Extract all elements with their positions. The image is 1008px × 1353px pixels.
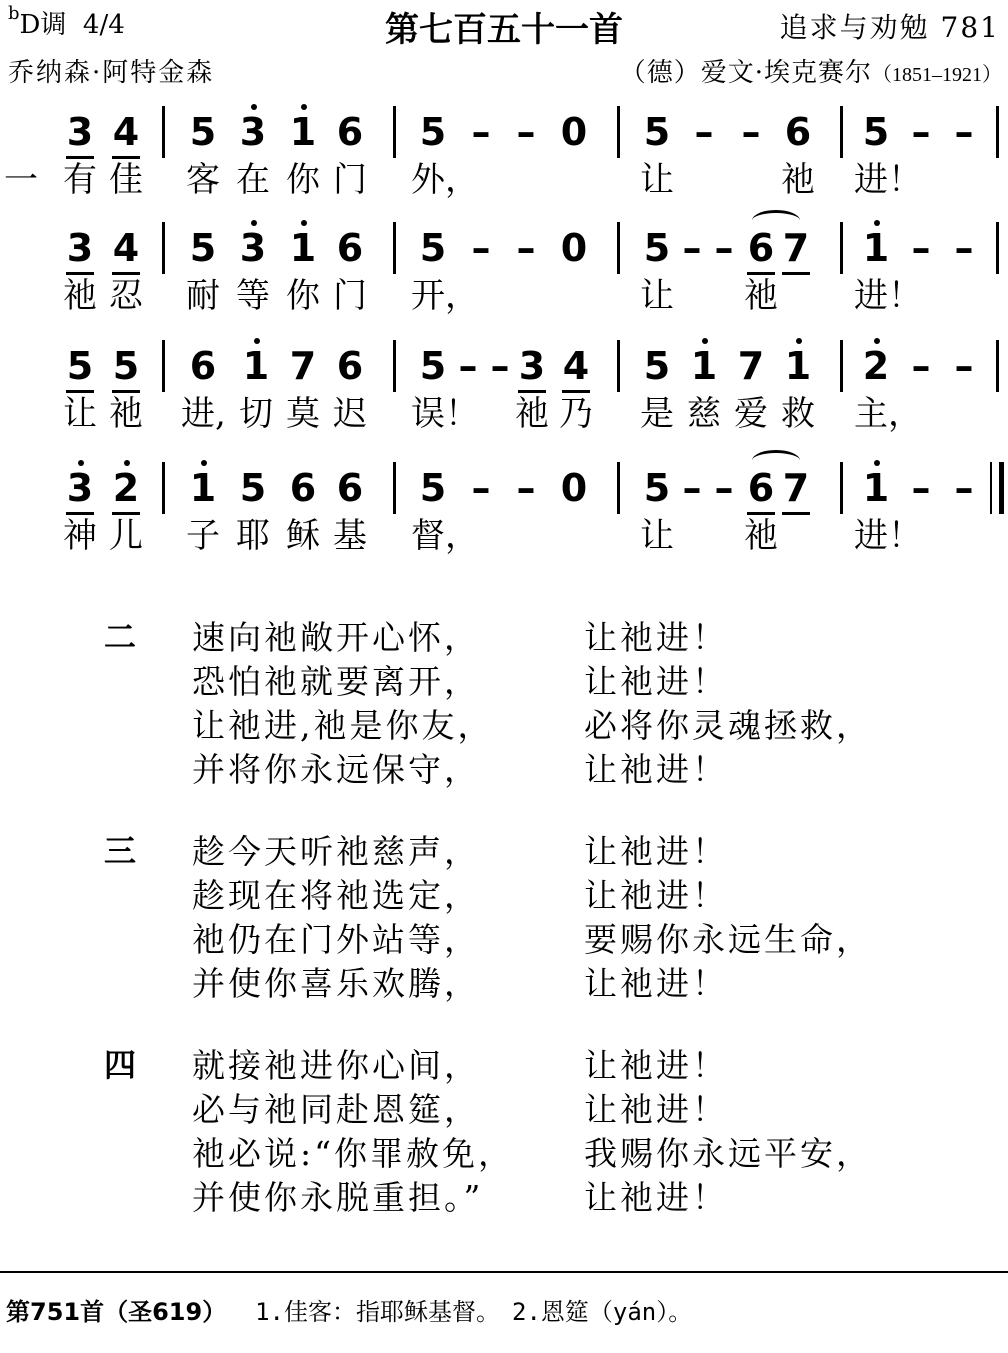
lyric-syllable: 切 (239, 394, 273, 434)
barline (162, 462, 165, 514)
note: 4 (110, 228, 142, 268)
note: 5 (643, 110, 671, 154)
barline (617, 340, 620, 392)
note: 5 (643, 466, 671, 510)
lyric-row-1 (0, 158, 1008, 202)
note: 5 (419, 344, 447, 388)
verse-line-refrain: 让祂进！ (584, 750, 728, 789)
lyric-syllable: 在 (236, 160, 270, 200)
verse-line: 并使你永脱重担。” (192, 1178, 484, 1217)
time-signature: 4/4 (82, 10, 125, 40)
barline (617, 462, 620, 514)
note: 1 (860, 228, 892, 268)
lyric-syllable: 你 (286, 276, 320, 316)
stanza-number: 一 (4, 160, 38, 200)
note: – (490, 344, 510, 388)
lyric-syllable: 进, (181, 394, 226, 434)
note: 1 (860, 468, 892, 508)
note: – (954, 226, 974, 270)
hymn-category: 追求与劝勉 781 (779, 11, 1000, 44)
note: 5 (643, 226, 671, 270)
lyric-syllable: 子 (186, 516, 220, 556)
footnote (6, 1292, 692, 1327)
note-row-4 (0, 462, 1008, 514)
note: 0 (560, 110, 588, 154)
lyric-syllable: 儿 (109, 516, 143, 556)
lyric-row-4 (0, 514, 1008, 558)
verse-line-refrain: 我赐你永远平安， (584, 1134, 872, 1173)
lyric-syllable: 迟 (333, 394, 367, 434)
lyric-syllable: 乃 (559, 394, 593, 434)
note: – (714, 226, 734, 270)
verse-line-refrain: 让祂进！ (584, 1178, 728, 1217)
lyric-syllable: 外， (411, 160, 479, 200)
note: 1 (688, 346, 720, 386)
barline (393, 462, 396, 514)
note: 5 (239, 466, 267, 510)
verse-line: 让祂进,祂是你友， (192, 706, 494, 745)
barline (393, 222, 396, 274)
note: 1 (187, 468, 219, 508)
barline (393, 106, 396, 158)
lyric-syllable: 祂 (109, 394, 143, 434)
composer (620, 52, 1002, 89)
footnote-reference: 第751首（圣619） (6, 1298, 227, 1326)
note: 1 (287, 112, 319, 152)
note: 6 (784, 110, 812, 154)
note-row-1 (0, 106, 1008, 158)
lyric-syllable: 让 (640, 276, 674, 316)
note: – (471, 110, 491, 154)
verse-line: 并将你永远保守， (192, 750, 480, 789)
lyric-syllable: 祂 (63, 276, 97, 316)
lyric-syllable: 督， (411, 516, 479, 556)
note: – (458, 344, 478, 388)
note: 7 (780, 468, 812, 508)
note-row-3 (0, 340, 1008, 392)
note: 6 (745, 468, 777, 508)
barline (840, 340, 843, 392)
barline (840, 106, 843, 158)
lyric-syllable: 耶 (236, 516, 270, 556)
note: – (714, 466, 734, 510)
lyric-row-3 (0, 392, 1008, 436)
barline (162, 340, 165, 392)
note: – (516, 466, 536, 510)
note: 7 (737, 344, 765, 388)
note: 5 (419, 226, 447, 270)
note-row-2 (0, 222, 1008, 274)
note: 3 (64, 468, 96, 508)
note: 6 (336, 344, 364, 388)
note: 7 (780, 228, 812, 268)
verse-line: 祂必说:“你罪赦免， (192, 1134, 514, 1173)
barline (996, 340, 999, 392)
lyric-syllable: 误！ (411, 394, 479, 434)
lyric-syllable: 等 (236, 276, 270, 316)
lyric-syllable: 进！ (854, 160, 922, 200)
note: – (741, 110, 761, 154)
note: 5 (189, 110, 217, 154)
note: 1 (782, 346, 814, 386)
note: 5 (419, 466, 447, 510)
verse-number: 三 (104, 832, 137, 870)
lyric-syllable: 门 (333, 160, 367, 200)
note: – (694, 110, 714, 154)
note: – (954, 110, 974, 154)
note: 0 (560, 466, 588, 510)
verse-line: 必与祂同赴恩筵， (192, 1090, 480, 1129)
lyric-syllable: 祂 (744, 516, 778, 556)
verse-line-refrain: 让祂进！ (584, 876, 728, 915)
note: 5 (862, 110, 890, 154)
note: 4 (560, 346, 592, 386)
note: – (471, 466, 491, 510)
note: – (911, 226, 931, 270)
lyric-syllable: 是 (640, 394, 674, 434)
lyric-syllable: 客 (186, 160, 220, 200)
lyric-syllable: 让 (63, 394, 97, 434)
barline (162, 106, 165, 158)
lyric-syllable: 爱 (734, 394, 768, 434)
note: 3 (237, 228, 269, 268)
note: 1 (287, 228, 319, 268)
lyric-syllable: 基 (333, 516, 367, 556)
lyric-syllable: 有 (63, 160, 97, 200)
footnote-text: 1.佳客：指耶稣基督。 2.恩筵（yán）。 (255, 1298, 693, 1326)
barline (996, 106, 999, 158)
barline (617, 222, 620, 274)
verse-line-refrain: 让祂进！ (584, 618, 728, 657)
note: 6 (336, 466, 364, 510)
note: – (911, 110, 931, 154)
lyric-syllable: 主， (854, 394, 922, 434)
lyric-syllable: 救 (781, 394, 815, 434)
note: 2 (860, 346, 892, 386)
composer-years: （1851–1921） (872, 64, 1002, 86)
barline (996, 222, 999, 274)
key-name: D调 (19, 10, 67, 40)
verse-line-refrain: 让祂进！ (584, 1046, 728, 1085)
note: 4 (110, 112, 142, 152)
lyricist: 乔纳森·阿特金森 (8, 58, 215, 88)
note: 3 (64, 112, 96, 152)
note: 3 (64, 228, 96, 268)
note: 6 (745, 228, 777, 268)
barline (617, 106, 620, 158)
note: 5 (64, 346, 96, 386)
lyric-syllable: 祂 (515, 394, 549, 434)
verse-number: 四 (104, 1046, 137, 1084)
note: – (954, 466, 974, 510)
flat-sign: b (8, 3, 20, 25)
barline (840, 462, 843, 514)
lyric-syllable: 门 (333, 276, 367, 316)
final-barline (990, 462, 1004, 514)
note: 2 (110, 468, 142, 508)
lyric-syllable: 稣 (286, 516, 320, 556)
hymn-title: 第七百五十一首 (385, 10, 623, 50)
verse-number: 二 (104, 618, 137, 656)
barline (840, 222, 843, 274)
note: 6 (189, 344, 217, 388)
note: 7 (289, 344, 317, 388)
note: – (516, 226, 536, 270)
note: 6 (336, 226, 364, 270)
verse-line-refrain: 必将你灵魂拯救， (584, 706, 872, 745)
note: 5 (419, 110, 447, 154)
note: 0 (560, 226, 588, 270)
lyric-row-2 (0, 274, 1008, 318)
lyric-syllable: 祂 (781, 160, 815, 200)
note: 6 (336, 110, 364, 154)
note: 1 (240, 346, 272, 386)
verse-line: 就接祂进你心间， (192, 1046, 480, 1085)
note: – (911, 344, 931, 388)
lyric-syllable: 慈 (687, 394, 721, 434)
lyric-syllable: 进！ (854, 276, 922, 316)
verse-line: 并使你喜乐欢腾， (192, 964, 480, 1003)
note: 5 (110, 346, 142, 386)
note: – (516, 110, 536, 154)
verse-line: 趁今天听祂慈声， (192, 832, 480, 871)
verse-line: 趁现在将祂选定， (192, 876, 480, 915)
lyric-syllable: 莫 (286, 394, 320, 434)
note: – (911, 466, 931, 510)
lyric-syllable: 进！ (854, 516, 922, 556)
verse-line: 恐怕祂就要离开， (192, 662, 480, 701)
note: 5 (189, 226, 217, 270)
composer-name: （德）爱文·埃克赛尔 (619, 58, 872, 88)
verse-line-refrain: 让祂进！ (584, 832, 728, 871)
lyric-syllable: 耐 (186, 276, 220, 316)
verse-line-refrain: 让祂进！ (584, 662, 728, 701)
footer-divider (0, 1271, 1008, 1273)
lyric-syllable: 让 (640, 516, 674, 556)
note: – (682, 466, 702, 510)
note: 3 (237, 112, 269, 152)
verse-line: 祂仍在门外站等， (192, 920, 480, 959)
verse-line: 速向祂敞开心怀， (192, 618, 480, 657)
lyric-syllable: 你 (286, 160, 320, 200)
lyric-syllable: 忍 (109, 276, 143, 316)
lyric-syllable: 佳 (109, 160, 143, 200)
verse-line-refrain: 让祂进！ (584, 1090, 728, 1129)
note: 3 (516, 346, 548, 386)
barline (162, 222, 165, 274)
lyric-syllable: 祂 (744, 276, 778, 316)
lyric-syllable: 神 (63, 516, 97, 556)
note: – (471, 226, 491, 270)
note: 5 (643, 344, 671, 388)
note: 6 (289, 466, 317, 510)
lyric-syllable: 开， (411, 276, 479, 316)
lyric-syllable: 让 (640, 160, 674, 200)
barline (393, 340, 396, 392)
note: – (682, 226, 702, 270)
note: – (954, 344, 974, 388)
verse-line-refrain: 让祂进！ (584, 964, 728, 1003)
verse-line-refrain: 要赐你永远生命， (584, 920, 872, 959)
